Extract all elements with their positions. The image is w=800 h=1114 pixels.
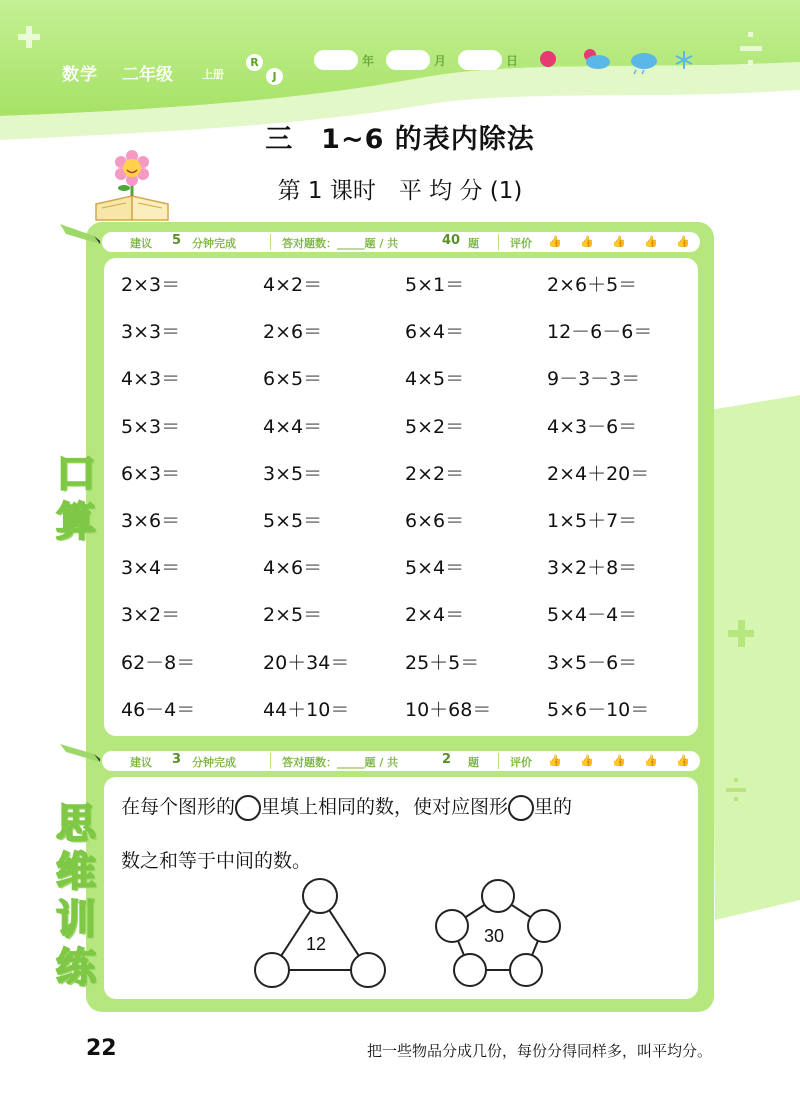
oral-calc-item: 2×3＝ xyxy=(121,274,181,296)
pentagon-circle-top[interactable] xyxy=(482,880,514,912)
triangle-circle-right[interactable] xyxy=(351,953,385,987)
month-input[interactable] xyxy=(386,50,430,70)
triangle-puzzle xyxy=(250,876,390,992)
oral-calc-item: 62－8＝ xyxy=(121,651,196,674)
oral-calc-item: 3×3＝ xyxy=(121,321,181,344)
correct-count-label: 答对题数：_____题 / 共 xyxy=(282,756,399,769)
thinking-section-label: 思 维 训 练 xyxy=(56,801,96,991)
pentagon-puzzle xyxy=(428,876,568,992)
flower-book-icon xyxy=(92,150,176,222)
oral-calc-item: 5×5＝ xyxy=(263,510,323,532)
pentagon-circle-left[interactable] xyxy=(436,910,468,942)
day-label: 日 xyxy=(506,54,519,68)
rating-label: 评价 xyxy=(510,237,532,250)
oral-calc-item: 5×1＝ xyxy=(405,274,465,296)
oral-calc-item: 2×5＝ xyxy=(263,604,323,627)
oral-calc-item: 4×4＝ xyxy=(263,415,323,438)
thumb-icon[interactable]: 👍 xyxy=(580,235,594,248)
oral-calc-item: 4×6＝ xyxy=(263,557,323,580)
oral-calc-item: 1×5＋7＝ xyxy=(547,510,638,532)
grade-label: 二年级 xyxy=(122,65,173,85)
oral-calc-item: 5×2＝ xyxy=(405,415,465,438)
oral-calc-item: 4×3－6＝ xyxy=(547,415,638,438)
unit-title: 三 1~6 的表内除法 xyxy=(265,124,535,155)
day-input[interactable] xyxy=(458,50,502,70)
subject-label: 数学 xyxy=(62,65,98,85)
oral-calc-item: 2×2＝ xyxy=(405,462,465,485)
sun-icon xyxy=(540,51,556,67)
volume-label: 上册 xyxy=(202,68,224,81)
oral-calc-item: 6×3＝ xyxy=(121,462,181,485)
thumb-icon[interactable]: 👍 xyxy=(676,754,690,767)
correct-count-label: 答对题数：_____题 / 共 xyxy=(282,237,399,250)
oral-calc-item: 6×5＝ xyxy=(263,368,323,391)
suggest-minutes: 5 xyxy=(172,233,182,248)
task-instruction-line2: 数之和等于中间的数。 xyxy=(121,850,312,872)
thumb-icon[interactable]: 👍 xyxy=(676,235,690,248)
oral-calc-item: 25＋5＝ xyxy=(405,651,480,674)
oral-calc-item: 2×6＋5＝ xyxy=(547,274,638,296)
thumb-icon[interactable]: 👍 xyxy=(644,754,658,767)
oral-calc-item: 5×4＝ xyxy=(405,557,465,580)
footer-definition: 把一些物品分成几份，每份分得同样多，叫平均分。 xyxy=(366,1042,712,1060)
year-label: 年 xyxy=(362,54,375,68)
cloudy-icon xyxy=(584,49,610,69)
oral-calc-item: 2×4＋20＝ xyxy=(547,462,650,485)
oral-calc-item: 9－3－3＝ xyxy=(547,368,641,391)
pentagon-center-number: 30 xyxy=(483,926,505,946)
oral-calc-item: 3×6＝ xyxy=(121,510,181,532)
oral-calc-item: 4×3＝ xyxy=(121,368,181,391)
oral-calc-item: 5×4－4＝ xyxy=(547,604,638,627)
total-suffix: 题 xyxy=(468,756,479,769)
triangle-circle-left[interactable] xyxy=(255,953,289,987)
oral-calc-item: 3×2＋8＝ xyxy=(547,557,638,580)
pentagon-circle-right[interactable] xyxy=(528,910,560,942)
oral-calc-item: 6×6＝ xyxy=(405,510,465,532)
oral-calc-item: 4×5＝ xyxy=(405,368,465,391)
triangle-circle-top[interactable] xyxy=(303,879,337,913)
rating-label: 评价 xyxy=(510,756,532,769)
suggest-minutes: 3 xyxy=(172,752,182,767)
oral-calc-item: 2×4＝ xyxy=(405,604,465,627)
weather-icons xyxy=(536,46,716,76)
oral-calc-item: 2×6＝ xyxy=(263,321,323,344)
suggest-suffix: 分钟完成 xyxy=(192,756,236,769)
year-input[interactable] xyxy=(314,50,358,70)
cloud-icon xyxy=(631,53,657,69)
edition-letter-r: R xyxy=(246,54,263,71)
rain-icon xyxy=(634,70,644,74)
thumb-icon[interactable]: 👍 xyxy=(548,754,562,767)
snow-icon xyxy=(676,51,692,69)
oral-calc-item: 46－4＝ xyxy=(121,698,196,721)
oral-calc-item: 3×4＝ xyxy=(121,557,181,580)
oral-calc-item: 6×4＝ xyxy=(405,321,465,344)
oral-calc-item: 44＋10＝ xyxy=(263,698,350,721)
oral-calc-item: 3×5＝ xyxy=(263,462,323,485)
oral-calc-item: 5×3＝ xyxy=(121,415,181,438)
oral-calc-item: 10＋68＝ xyxy=(405,698,492,721)
total-questions: 2 xyxy=(442,752,452,767)
total-questions: 40 xyxy=(442,233,461,248)
circle-icon xyxy=(508,795,534,821)
thumb-icon[interactable]: 👍 xyxy=(612,754,626,767)
oral-section-label: 口 算 xyxy=(56,451,96,545)
edition-letter-j: J xyxy=(266,68,283,85)
oral-calc-item: 3×5－6＝ xyxy=(547,651,638,674)
thumb-icon[interactable]: 👍 xyxy=(612,235,626,248)
oral-calc-item: 5×6－10＝ xyxy=(547,698,650,721)
thumb-icon[interactable]: 👍 xyxy=(644,235,658,248)
oral-calc-item: 4×2＝ xyxy=(263,274,323,296)
oral-calc-item: 3×2＝ xyxy=(121,604,181,627)
month-label: 月 xyxy=(434,54,447,68)
suggest-suffix: 分钟完成 xyxy=(192,237,236,250)
page-number: 22 xyxy=(86,1036,117,1061)
oral-calc-item: 12－6－6＝ xyxy=(547,321,653,344)
pentagon-circle-bottom-left[interactable] xyxy=(454,954,486,986)
task-instruction-line1: 在每个图形的 里填上相同的数，使对应图形 里的 xyxy=(121,792,572,821)
oral-calc-item: 20＋34＝ xyxy=(263,651,350,674)
thumb-icon[interactable]: 👍 xyxy=(548,235,562,248)
suggest-prefix: 建议 xyxy=(130,756,152,769)
pentagon-circle-bottom-right[interactable] xyxy=(510,954,542,986)
oral-info-bar xyxy=(100,230,702,254)
thinking-info-bar xyxy=(100,749,702,773)
suggest-prefix: 建议 xyxy=(130,237,152,250)
lesson-title: 第 1 课时 平 均 分 (1) xyxy=(277,178,523,204)
thumb-icon[interactable]: 👍 xyxy=(580,754,594,767)
circle-icon xyxy=(235,795,261,821)
total-suffix: 题 xyxy=(468,237,479,250)
triangle-center-number: 12 xyxy=(305,934,327,954)
